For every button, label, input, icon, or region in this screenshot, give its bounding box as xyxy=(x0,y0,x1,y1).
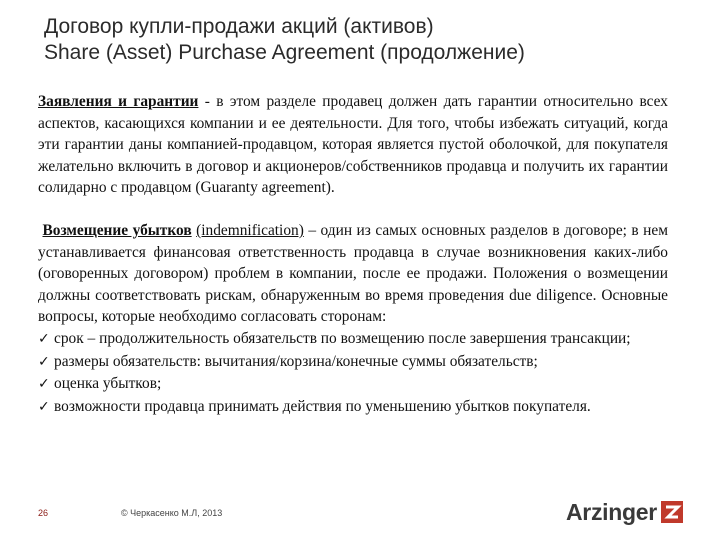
section-indemnification-text: – один из самых основных разделов в договоре; в нем устанавливается финансовая ответственность продавца в случае возникновения каких-либо (оговоренных договором) проблем в компании, после ее продажи. Положения о возмещении должны соответствовать рискам, обнаруженным во время проведения due diligence. Основные вопросы, которые необходимо согласовать сторонам: xyxy=(38,221,668,326)
title-line-1: Договор купли-продажи акций (активов) xyxy=(44,15,434,38)
logo-z-icon xyxy=(661,501,683,523)
checkmark-icon: ✓ xyxy=(38,330,50,347)
checkmark-icon: ✓ xyxy=(38,376,50,393)
list-item xyxy=(38,373,668,396)
list-item xyxy=(38,351,668,374)
section-representations-heading: Заявления и гарантии xyxy=(38,93,199,110)
title-line-2: Share (Asset) Purchase Agreement (продолжение) xyxy=(44,41,525,64)
checkmark-icon: ✓ xyxy=(38,353,50,370)
list-item-text: оценка убытков; xyxy=(54,375,162,393)
slide-body xyxy=(38,91,668,418)
list-item xyxy=(38,396,668,419)
checkmark-icon: ✓ xyxy=(38,398,50,415)
list-item-text: срок – продолжительность обязательств по возмещению после завершения трансакции; xyxy=(54,329,631,347)
section-representations-dash: - xyxy=(198,93,217,110)
copyright-notice: © Черкасенко М.Л, 2013 xyxy=(121,508,223,518)
list-item xyxy=(38,328,668,351)
page-number: 26 xyxy=(38,508,49,518)
brand-logo xyxy=(566,497,683,527)
section-indemnification xyxy=(38,220,668,328)
logo-text: Arzinger xyxy=(566,498,657,525)
section-representations-text: в этом разделе продавец должен дать гарантии относительно всех аспектов, касающихся компании и ее деятельности. Для того, чтобы избежать ситуаций, когда эти гарантии даны компанией-продавцом, которая является пустой оболочкой, для покупателя желательно включить в договор и акционеров/собственников продавца и получить их гарантии солидарно с продавцом (Guaranty agreement). xyxy=(38,93,668,197)
section-representations xyxy=(38,91,668,199)
slide-title xyxy=(44,14,704,66)
list-item-text: размеры обязательств: вычитания/корзина/конечные суммы обязательств; xyxy=(54,352,538,370)
section-indemnification-heading: Возмещение убытков xyxy=(42,221,192,239)
section-indemnification-paren: (indemnification) xyxy=(196,221,304,239)
list-item-text: возможности продавца принимать действия по уменьшению убытков покупателя. xyxy=(54,397,591,415)
